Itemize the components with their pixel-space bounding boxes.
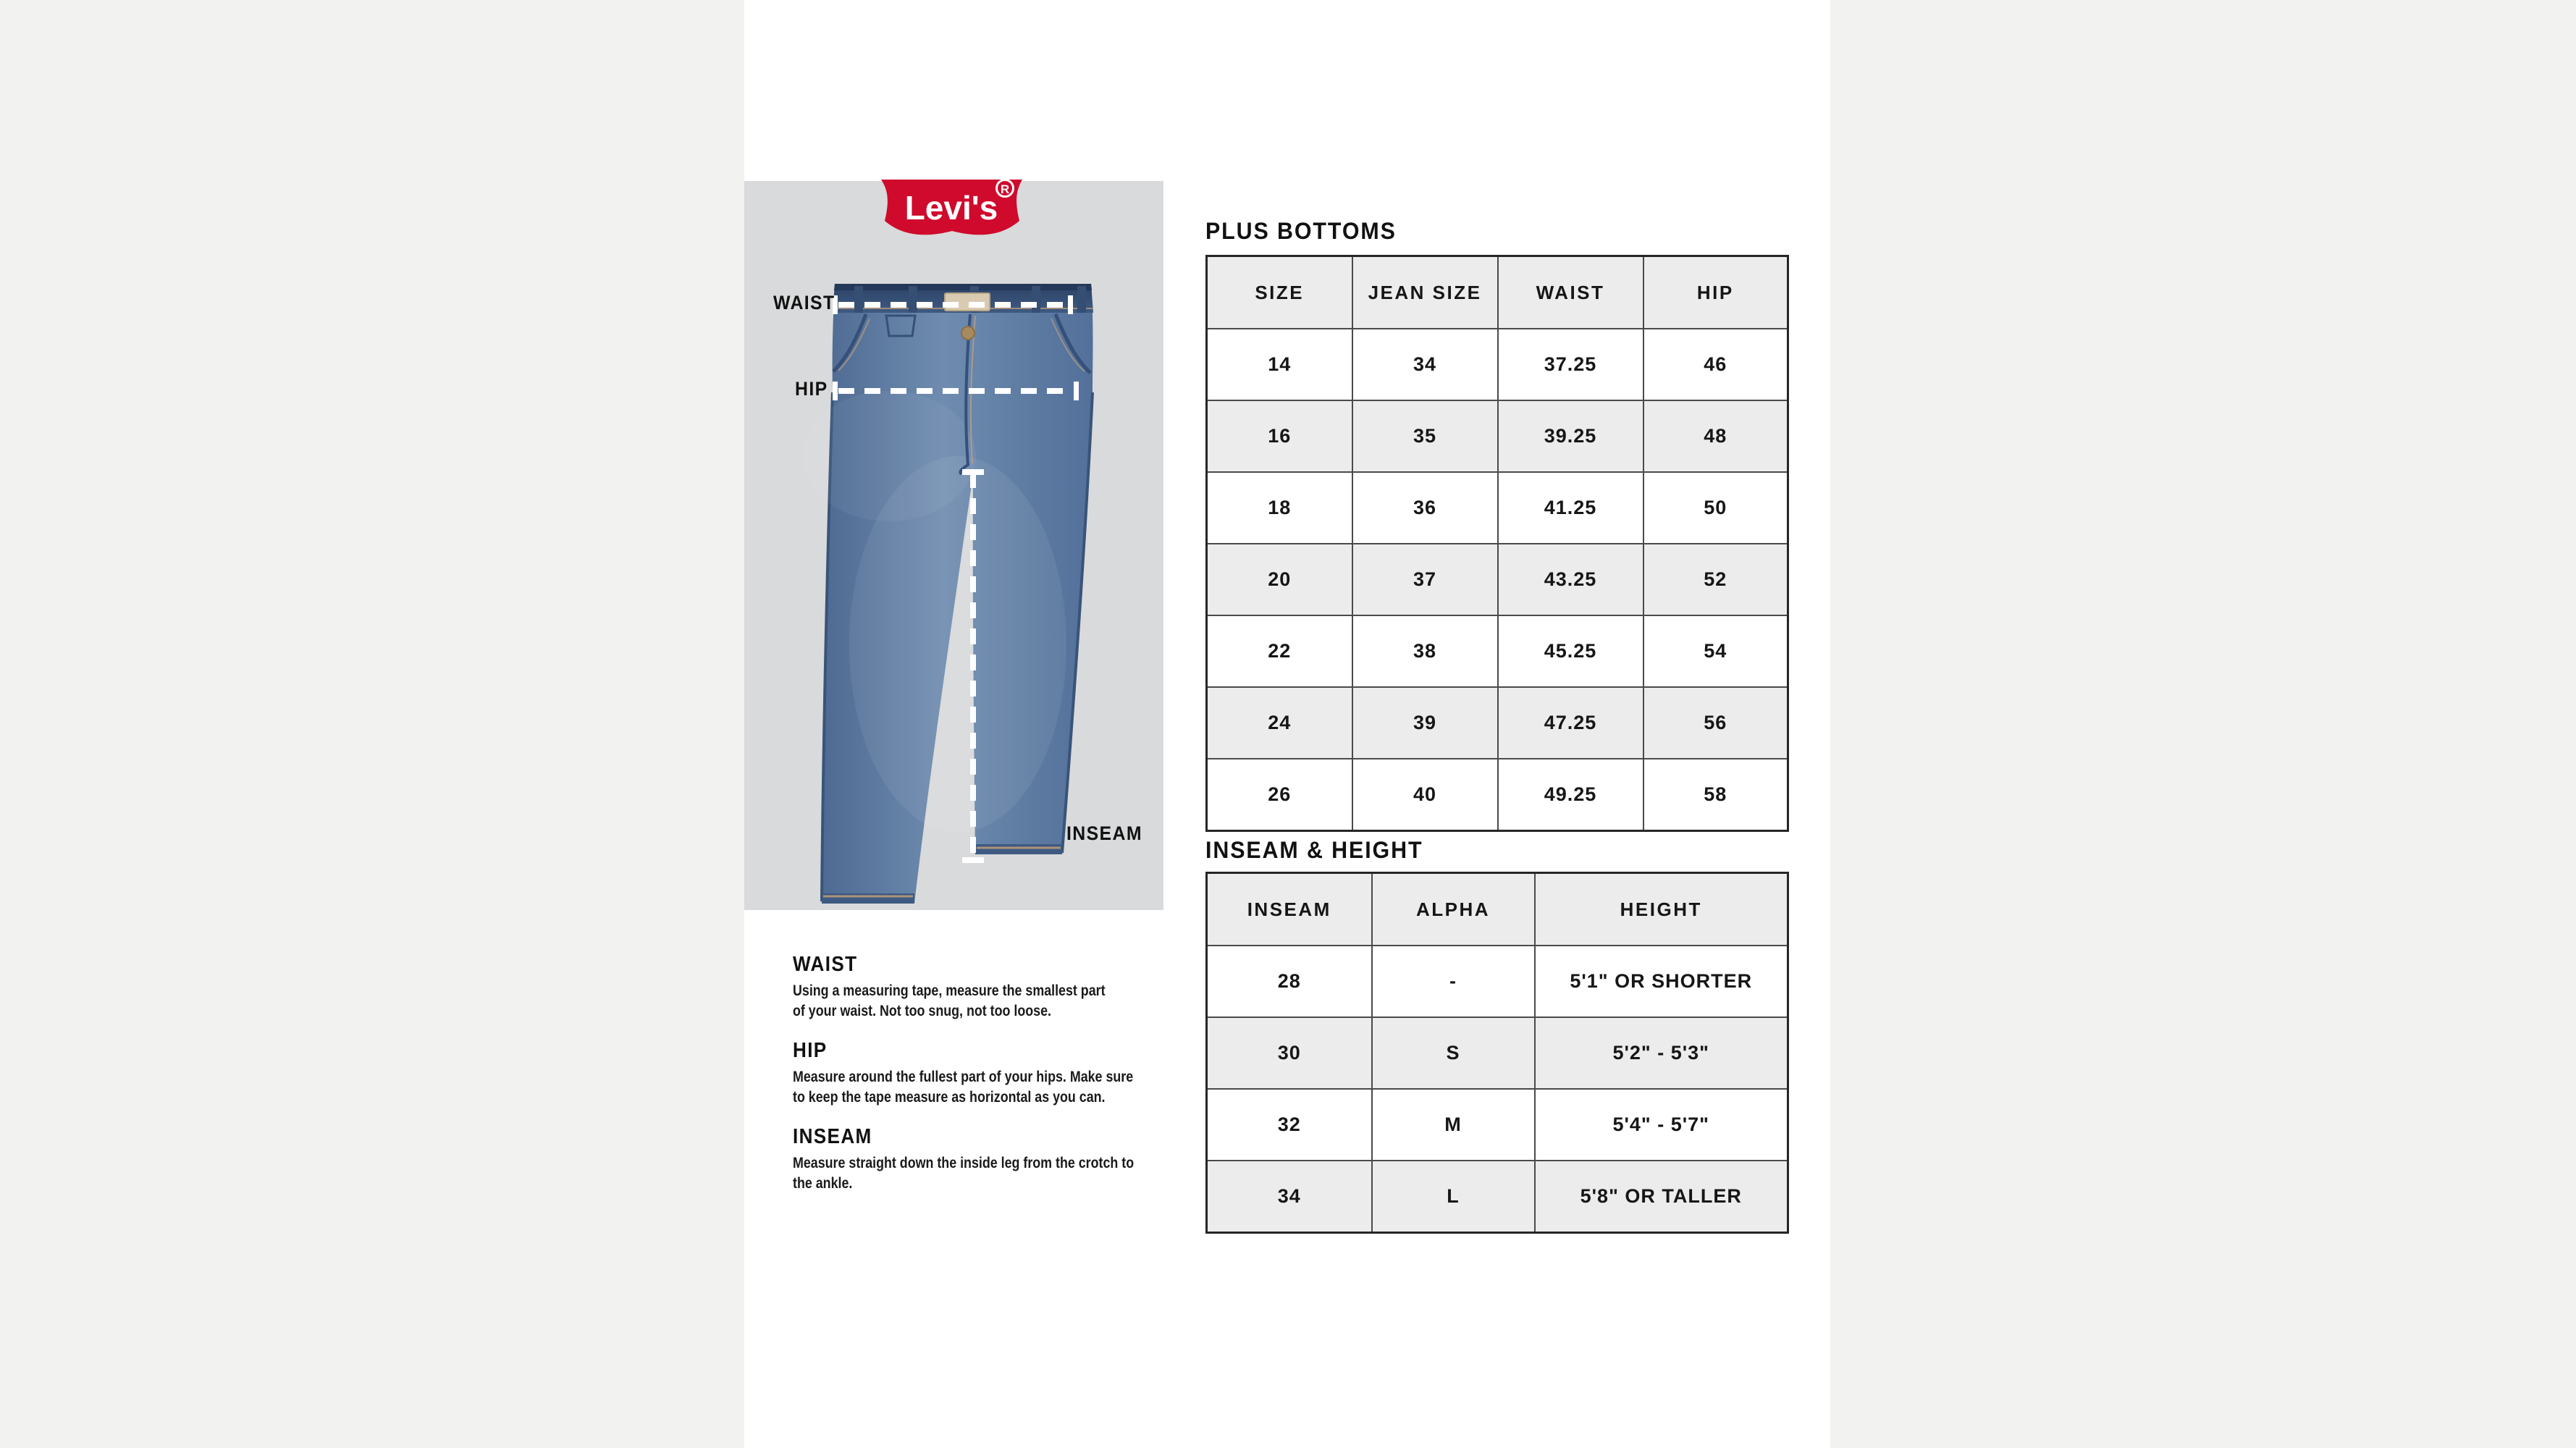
table-cell: 5'1" OR SHORTER (1535, 946, 1788, 1017)
inseam-image-label: INSEAM (1066, 822, 1142, 844)
table-cell: 50 (1643, 472, 1788, 544)
guide-text-line: to keep the tape measure as horizontal as you can. (793, 1089, 1106, 1106)
table-cell: 45.25 (1498, 615, 1643, 687)
table-row (1207, 615, 1788, 687)
table-cell: M (1372, 1089, 1535, 1161)
table-cell: 37.25 (1498, 329, 1643, 400)
table-cell: 52 (1643, 544, 1788, 615)
guide-text-line: Measure around the fullest part of your hips. Make sure (793, 1069, 1134, 1085)
table-cell: 28 (1207, 946, 1372, 1017)
plus-bottoms-table (1205, 255, 1789, 832)
guide-text-line: Measure straight down the inside leg from the crotch to (793, 1155, 1135, 1171)
table-row (1207, 946, 1788, 1017)
levis-logo (880, 180, 1023, 239)
table-row (1207, 472, 1788, 544)
table-cell: S (1372, 1017, 1535, 1089)
hip-dash-line (838, 388, 1073, 394)
hip-line-left-tick (833, 382, 838, 400)
table-cell: 5'8" OR TALLER (1535, 1161, 1788, 1233)
hip-line-right-tick (1074, 382, 1079, 400)
table-cell: 48 (1643, 400, 1788, 472)
inseam-height-title: INSEAM & HEIGHT (1205, 837, 1423, 863)
guide-heading: HIP (793, 1039, 828, 1062)
table-cell: 46 (1643, 329, 1788, 400)
guide-text-line: the ankle. (793, 1175, 853, 1192)
guide-text-line: of your waist. Not too snug, not too loose. (793, 1003, 1051, 1019)
column-header: ALPHA (1372, 873, 1535, 946)
column-header: HIP (1643, 256, 1788, 329)
column-header: JEAN SIZE (1352, 256, 1498, 329)
inseam-dash-line (970, 472, 976, 863)
table-cell: L (1372, 1161, 1535, 1233)
table-cell: 16 (1207, 400, 1352, 472)
inseam-line-top-tick (962, 469, 984, 475)
jeans-photo (744, 181, 1163, 910)
guide-section-waist (793, 953, 1227, 1022)
guide-heading: WAIST (793, 953, 858, 976)
registered-mark: R (1000, 182, 1010, 196)
table-cell: 36 (1352, 472, 1498, 544)
column-header: SIZE (1207, 256, 1352, 329)
table-cell: 54 (1643, 615, 1788, 687)
table-cell: 24 (1207, 687, 1352, 759)
table-row (1207, 1017, 1788, 1089)
table-row (1207, 1089, 1788, 1161)
table-cell: 35 (1352, 400, 1498, 472)
table-cell: 14 (1207, 329, 1352, 400)
table-cell: 43.25 (1498, 544, 1643, 615)
waist-dash-line (838, 302, 1067, 308)
table-cell: 30 (1207, 1017, 1372, 1089)
table-cell: 41.25 (1498, 472, 1643, 544)
table-row (1207, 400, 1788, 472)
header-row (1207, 256, 1788, 329)
table-cell: 5'4" - 5'7" (1535, 1089, 1788, 1161)
plus-bottoms-title: PLUS BOTTOMS (1205, 218, 1397, 244)
table-cell: 56 (1643, 687, 1788, 759)
table-cell: 58 (1643, 759, 1788, 831)
table-row (1207, 759, 1788, 831)
table-cell: 22 (1207, 615, 1352, 687)
column-header: HEIGHT (1535, 873, 1788, 946)
table-cell: 26 (1207, 759, 1352, 831)
guide-text-line: Using a measuring tape, measure the smallest part (793, 982, 1106, 999)
table-row (1207, 544, 1788, 615)
guide-section-hip (793, 1039, 1227, 1108)
table-cell: 49.25 (1498, 759, 1643, 831)
guide-heading: INSEAM (793, 1125, 872, 1148)
table-cell: 40 (1352, 759, 1498, 831)
header-row (1207, 873, 1788, 946)
hip-image-label: HIP (795, 378, 828, 400)
table-cell: 47.25 (1498, 687, 1643, 759)
waist-line-right-tick (1068, 295, 1073, 314)
table-cell: 37 (1352, 544, 1498, 615)
table-cell: 34 (1207, 1161, 1372, 1233)
inseam-line-bottom-tick (962, 857, 984, 863)
table-cell: 18 (1207, 472, 1352, 544)
table-cell: 38 (1352, 615, 1498, 687)
table-row (1207, 1161, 1788, 1233)
table-cell: 5'2" - 5'3" (1535, 1017, 1788, 1089)
jeans-button (961, 327, 975, 340)
column-header: INSEAM (1207, 873, 1372, 946)
inseam-height-table (1205, 872, 1789, 1234)
table-cell: 39 (1352, 687, 1498, 759)
levis-wordmark: Levi's (904, 189, 998, 227)
table-cell: 32 (1207, 1089, 1372, 1161)
jeans-measurement-panel (744, 181, 1163, 910)
table-cell: - (1372, 946, 1535, 1017)
table-row (1207, 687, 1788, 759)
guide-section-inseam (793, 1125, 1227, 1194)
measuring-instructions (793, 953, 1227, 1211)
table-cell: 34 (1352, 329, 1498, 400)
table-row (1207, 329, 1788, 400)
column-header: WAIST (1498, 256, 1643, 329)
table-cell: 20 (1207, 544, 1352, 615)
table-cell: 39.25 (1498, 400, 1643, 472)
waist-image-label: WAIST (773, 292, 835, 313)
